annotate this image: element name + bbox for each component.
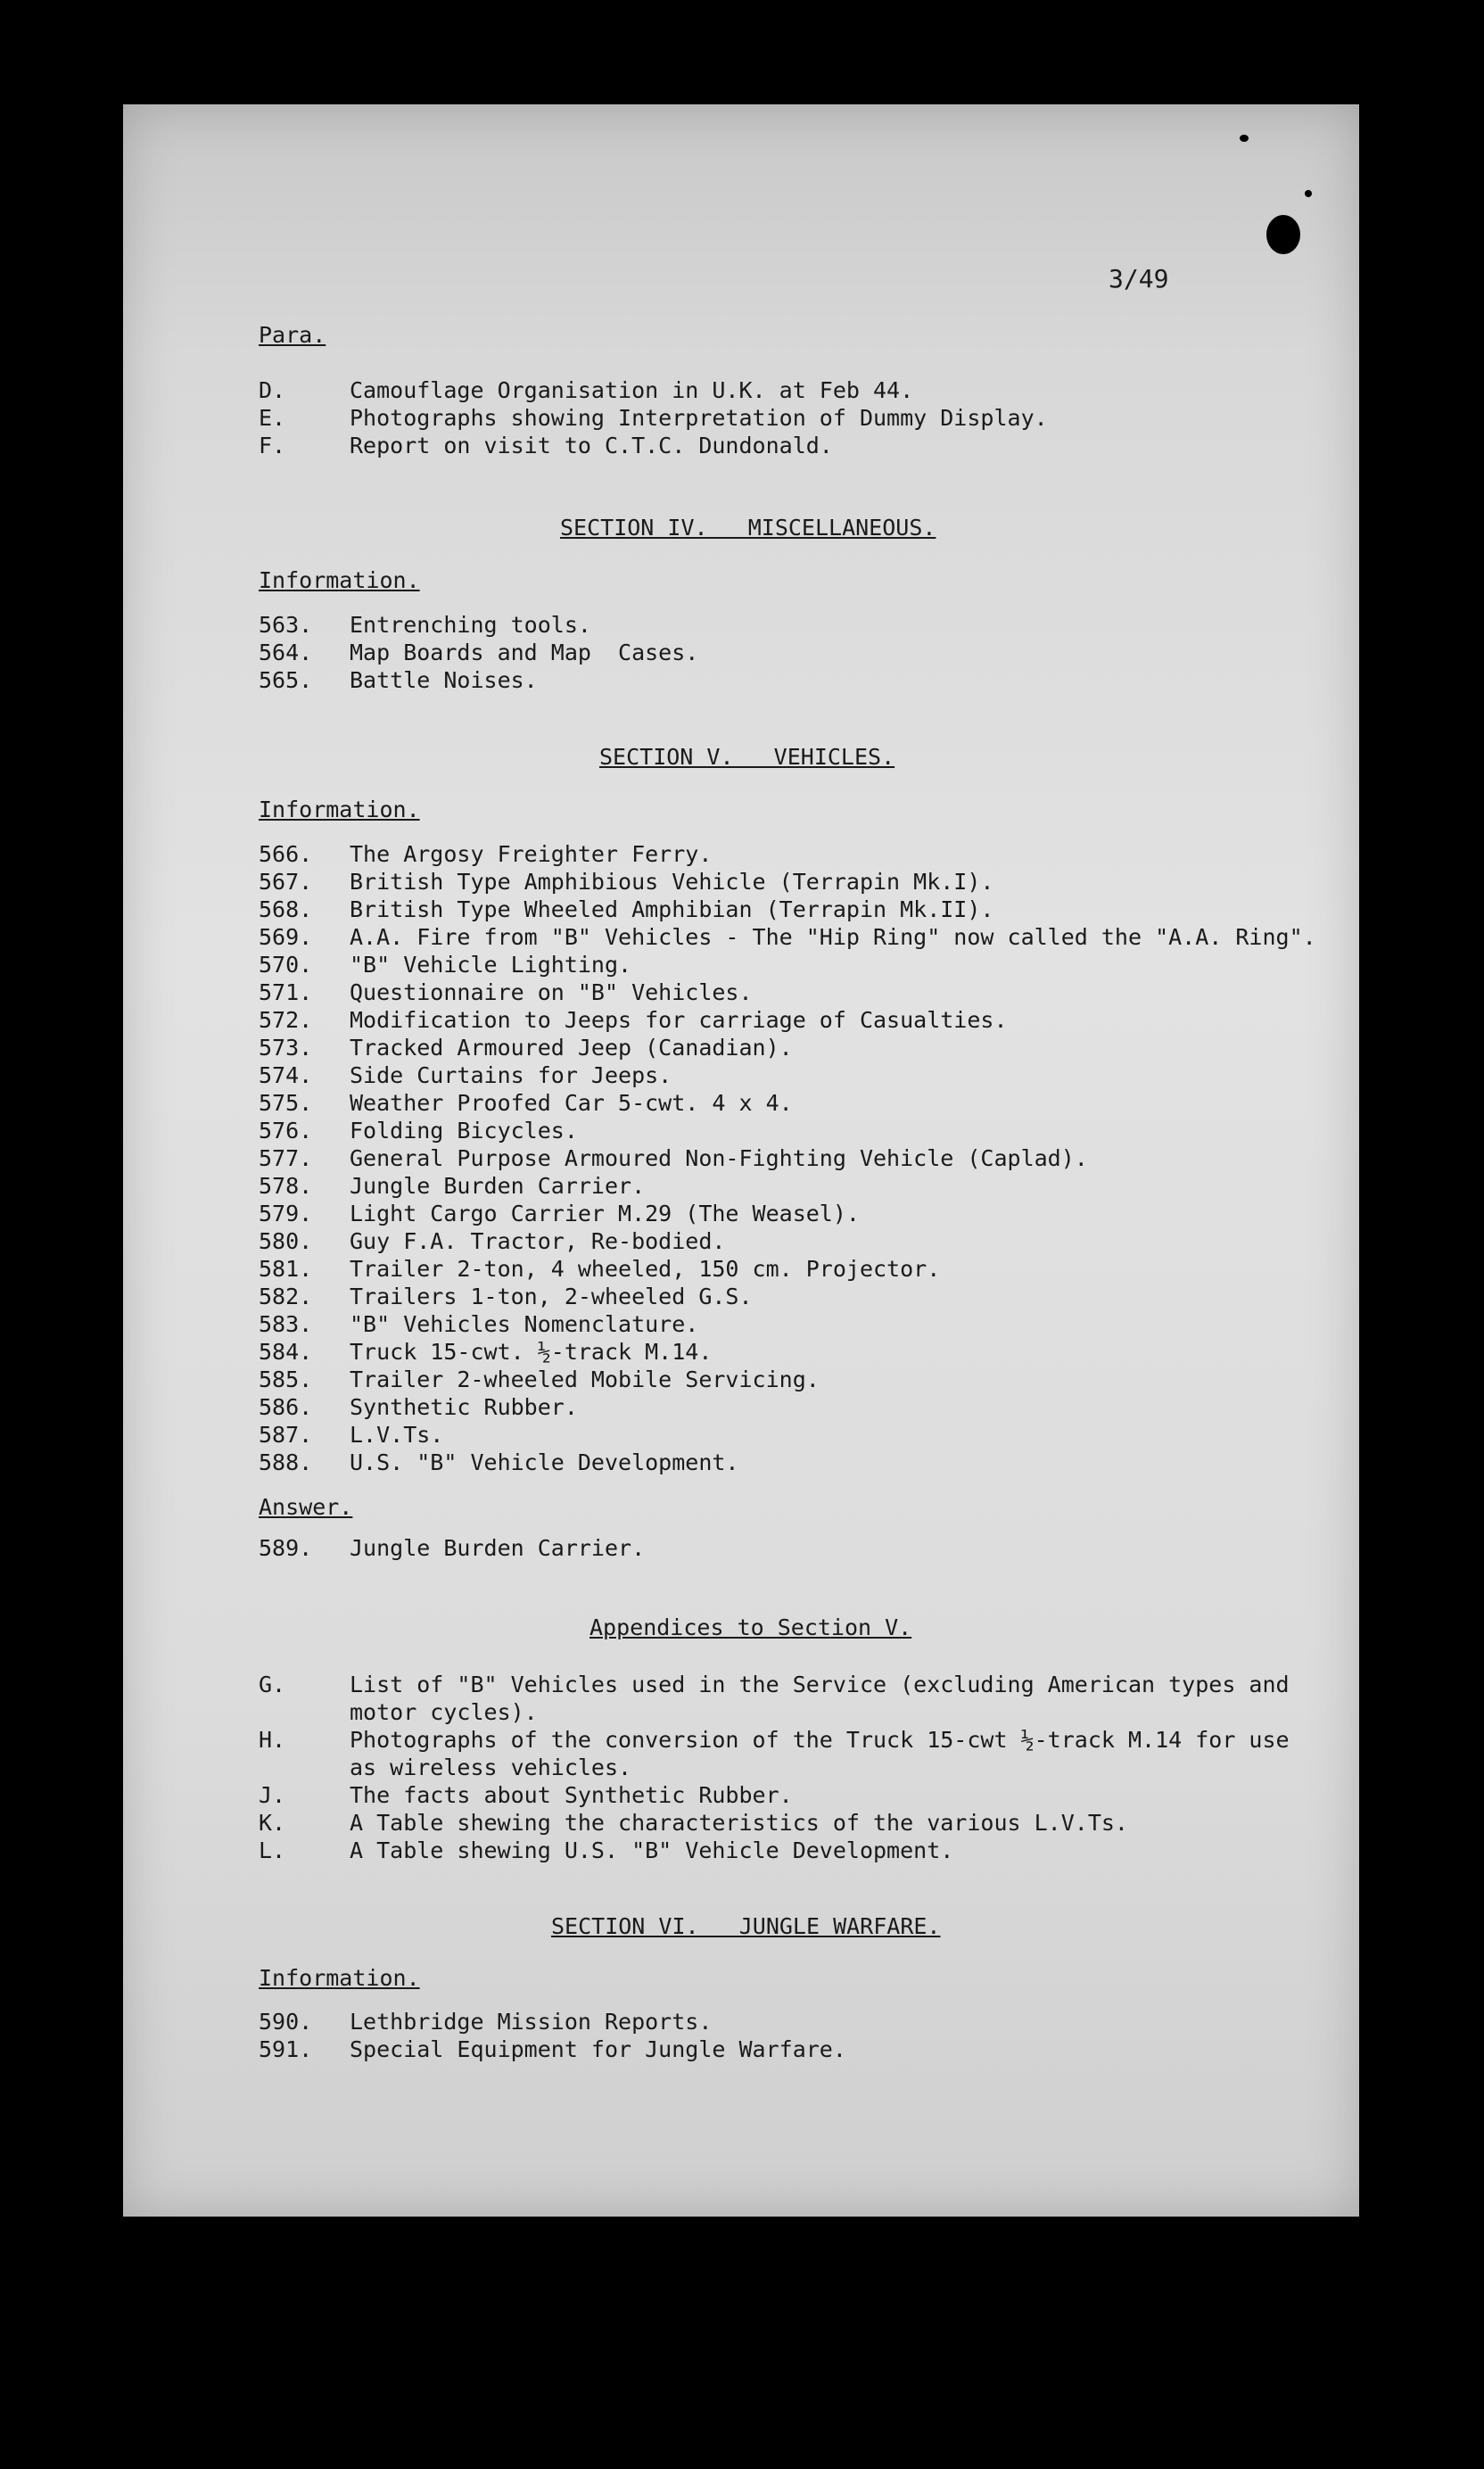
list-item	[259, 1338, 1329, 1366]
item-number: K.	[259, 1810, 286, 1836]
para-list	[259, 376, 1329, 459]
list-item	[259, 1144, 1329, 1172]
item-number: 578.	[259, 1173, 313, 1199]
item-text: The Argosy Freighter Ferry.	[350, 841, 713, 867]
item-text: General Purpose Armoured Non-Fighting Vehicle (Caplad).	[350, 1145, 1088, 1171]
list-item	[259, 1534, 1329, 1562]
section-vi-information-label: Information.	[259, 1965, 420, 1991]
item-text: British Type Wheeled Amphibian (Terrapin Mk.II).	[350, 896, 994, 922]
list-item	[259, 1006, 1329, 1034]
item-text: Battle Noises.	[350, 667, 538, 693]
list-item	[259, 1393, 1329, 1421]
section-v-information-label: Information.	[259, 797, 420, 822]
item-text: Trailers 1-ton, 2-wheeled G.S.	[350, 1284, 753, 1309]
section-iv-list	[259, 611, 1329, 694]
item-text: Synthetic Rubber.	[350, 1394, 578, 1420]
section-vi-list	[259, 2008, 1329, 2063]
item-number: 590.	[259, 2009, 313, 2035]
item-text: Entrenching tools.	[350, 612, 591, 638]
item-text: Truck 15-cwt. ½-track M.14.	[350, 1339, 713, 1365]
item-text: Light Cargo Carrier M.29 (The Weasel).	[350, 1201, 860, 1226]
list-item	[259, 666, 1329, 694]
item-text: Trailer 2-wheeled Mobile Servicing.	[350, 1367, 820, 1392]
page-number: 3/49	[1109, 264, 1169, 293]
list-item	[259, 404, 1329, 432]
section-vi-heading: SECTION VI. JUNGLE WARFARE.	[551, 1913, 941, 1939]
item-number: 580.	[259, 1228, 313, 1254]
section-iv-heading: SECTION IV. MISCELLANEOUS.	[560, 515, 936, 541]
item-number: 586.	[259, 1394, 313, 1420]
document-page	[123, 104, 1359, 2217]
item-number: 585.	[259, 1367, 313, 1392]
list-item	[259, 432, 1329, 459]
item-text: "B" Vehicles Nomenclature.	[350, 1311, 699, 1337]
item-text: Jungle Burden Carrier.	[350, 1535, 646, 1561]
list-item	[259, 1837, 1329, 1864]
list-item	[259, 1310, 1329, 1338]
list-item	[259, 1200, 1329, 1227]
item-number: L.	[259, 1837, 286, 1863]
item-text: Side Curtains for Jeeps.	[350, 1062, 672, 1088]
list-item	[259, 1117, 1329, 1144]
item-number: 584.	[259, 1339, 313, 1365]
section-v-heading: SECTION V. VEHICLES.	[599, 744, 895, 770]
ink-blot	[1266, 215, 1300, 254]
ink-speck	[1240, 135, 1249, 142]
item-text: A Table shewing the characteristics of the various L.V.Ts.	[350, 1810, 1128, 1836]
item-number: 587.	[259, 1422, 313, 1448]
item-number: 579.	[259, 1201, 313, 1226]
item-text: Jungle Burden Carrier.	[350, 1173, 646, 1199]
section-v-answer-label: Answer.	[259, 1494, 353, 1520]
item-number: G.	[259, 1672, 286, 1697]
list-item	[259, 979, 1329, 1006]
list-item	[259, 1726, 1329, 1781]
list-item	[259, 611, 1329, 639]
item-number: 574.	[259, 1062, 313, 1088]
item-text: "B" Vehicle Lighting.	[350, 952, 632, 978]
item-number: D.	[259, 377, 286, 403]
appendices-section-v-list	[259, 1671, 1329, 1864]
list-item	[259, 2008, 1329, 2035]
item-text: Trailer 2-ton, 4 wheeled, 150 cm. Projector.	[350, 1256, 941, 1282]
item-text: Photographs of the conversion of the Truck 15-cwt ½-track M.14 for use as wireless vehicles.	[350, 1727, 1290, 1780]
item-number: 568.	[259, 896, 313, 922]
item-number: 570.	[259, 952, 313, 978]
list-item	[259, 1089, 1329, 1117]
ink-speck	[1305, 190, 1312, 197]
item-text: Special Equipment for Jungle Warfare.	[350, 2036, 846, 2062]
list-item	[259, 1172, 1329, 1200]
list-item	[259, 1421, 1329, 1449]
item-number: H.	[259, 1727, 286, 1753]
item-text: Map Boards and Map Cases.	[350, 640, 699, 665]
list-item	[259, 1283, 1329, 1310]
item-text: U.S. "B" Vehicle Development.	[350, 1449, 739, 1475]
item-text: Questionnaire on "B" Vehicles.	[350, 979, 753, 1005]
list-item	[259, 1227, 1329, 1255]
list-item	[259, 868, 1329, 896]
item-text: Guy F.A. Tractor, Re-bodied.	[350, 1228, 726, 1254]
item-text: Report on visit to C.T.C. Dundonald.	[350, 433, 833, 458]
item-number: 567.	[259, 869, 313, 895]
list-item	[259, 1809, 1329, 1837]
list-item	[259, 639, 1329, 666]
section-v-answer-list	[259, 1534, 1329, 1562]
list-item	[259, 376, 1329, 404]
section-iv-information-label: Information.	[259, 567, 420, 593]
item-text: Tracked Armoured Jeep (Canadian).	[350, 1035, 793, 1061]
item-number: 589.	[259, 1535, 313, 1561]
list-item	[259, 1255, 1329, 1283]
list-item	[259, 896, 1329, 923]
item-text: Weather Proofed Car 5-cwt. 4 x 4.	[350, 1090, 793, 1116]
item-text: Modification to Jeeps for carriage of Casualties.	[350, 1007, 1008, 1033]
item-text: British Type Amphibious Vehicle (Terrapin Mk.I).	[350, 869, 994, 895]
item-number: J.	[259, 1782, 286, 1808]
item-number: 581.	[259, 1256, 313, 1282]
item-number: 565.	[259, 667, 313, 693]
list-item	[259, 1449, 1329, 1476]
list-item	[259, 1671, 1329, 1726]
item-text: A.A. Fire from "B" Vehicles - The "Hip Ring" now called the "A.A. Ring".	[350, 924, 1316, 950]
item-number: 572.	[259, 1007, 313, 1033]
list-item	[259, 2035, 1329, 2063]
item-number: 577.	[259, 1145, 313, 1171]
item-number: 582.	[259, 1284, 313, 1309]
item-text: A Table shewing U.S. "B" Vehicle Development.	[350, 1837, 954, 1863]
list-item	[259, 923, 1329, 951]
list-item	[259, 840, 1329, 868]
item-number: 573.	[259, 1035, 313, 1061]
item-number: 571.	[259, 979, 313, 1005]
list-item	[259, 1366, 1329, 1393]
item-number: 576.	[259, 1118, 313, 1144]
item-text: Camouflage Organisation in U.K. at Feb 44.	[350, 377, 914, 403]
item-text: Folding Bicycles.	[350, 1118, 578, 1144]
item-number: F.	[259, 433, 286, 458]
item-number: 564.	[259, 640, 313, 665]
item-number: 563.	[259, 612, 313, 638]
item-number: 566.	[259, 841, 313, 867]
item-text: The facts about Synthetic Rubber.	[350, 1782, 793, 1808]
item-number: 569.	[259, 924, 313, 950]
item-text: Photographs showing Interpretation of Dummy Display.	[350, 405, 1048, 431]
list-item	[259, 1781, 1329, 1809]
para-label: Para.	[259, 322, 326, 348]
list-item	[259, 1061, 1329, 1089]
item-number: E.	[259, 405, 286, 431]
item-text: L.V.Ts.	[350, 1422, 444, 1448]
item-text: Lethbridge Mission Reports.	[350, 2009, 713, 2035]
item-number: 591.	[259, 2036, 313, 2062]
item-number: 575.	[259, 1090, 313, 1116]
item-text: List of "B" Vehicles used in the Service (excluding American types and motor cycles).	[350, 1672, 1290, 1725]
item-number: 588.	[259, 1449, 313, 1475]
item-number: 583.	[259, 1311, 313, 1337]
list-item	[259, 951, 1329, 979]
list-item	[259, 1034, 1329, 1061]
appendices-section-v-heading: Appendices to Section V.	[589, 1614, 912, 1640]
section-v-list	[259, 840, 1329, 1476]
